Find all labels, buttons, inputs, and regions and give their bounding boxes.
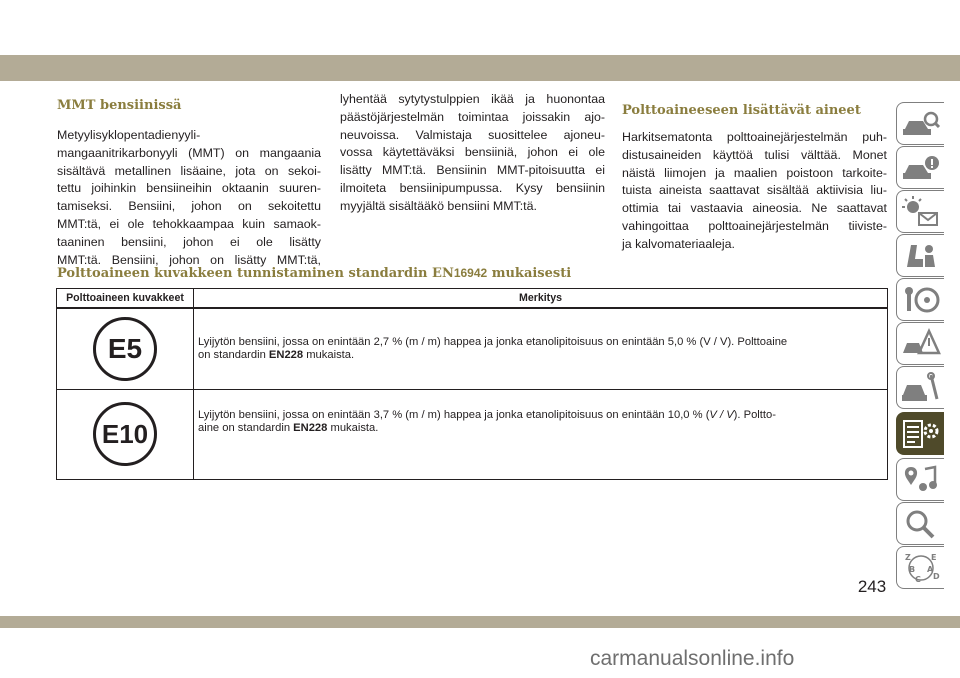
heading-number: 16942 <box>453 266 488 280</box>
meaning-cell <box>194 308 888 389</box>
text-line: Harkitsematonta polttoainejärjestelmän puh- <box>622 130 887 144</box>
tab-car-info[interactable] <box>896 146 944 189</box>
table-row <box>57 308 888 389</box>
tab-car-wrench[interactable] <box>896 366 944 409</box>
music-navigation-icon <box>901 463 941 497</box>
svg-text:C: C <box>914 574 921 584</box>
tab-gear-steering[interactable] <box>896 278 944 321</box>
fuel-icon-table <box>56 288 888 480</box>
standard-code: EN228 <box>268 348 304 361</box>
text-line: sisältävä metallinen lisäaine, jota on sekoi- <box>57 163 321 178</box>
text-line: MMT:tä, ei ole tehokkaampaa kuin samaok- <box>57 216 321 231</box>
text-line: tuista aineista saattavat sisältää aktiivisia liu- <box>622 183 887 198</box>
text-line: ilmoiteta bensiinipumpussa. Kysy bensiinin <box>340 180 605 195</box>
column-header-icons: Polttoaineen kuvakkeet <box>57 289 194 309</box>
text-line: ottimia tai vastaavia aineosia. Ne saattavat <box>622 201 887 216</box>
text-line: ja kalvomateriaaleja. <box>622 236 735 251</box>
svg-text:D: D <box>932 571 940 581</box>
section-heading-mmt: MMT bensiinissä <box>57 98 182 113</box>
text-line: taaninen bensiini, johon ei ole lisätty <box>57 234 321 249</box>
mmt-paragraph <box>57 127 321 269</box>
magnifier-icon <box>901 507 941 541</box>
text-line: vahingoittaa polttoainejärjestelmän tiiviste- <box>622 218 887 233</box>
text-line: tamiseksi. Bensiini, johon on sekoitettu <box>57 199 321 214</box>
text-line: tettu joihinkin bensiineihin oktaanin suuren- <box>57 181 321 196</box>
svg-text:A: A <box>926 564 933 574</box>
svg-text:E: E <box>930 552 936 562</box>
text-line: näistä liimojen ja maalien poistoon tarkoite- <box>622 165 887 180</box>
page-number: 243 <box>857 577 887 596</box>
text-line: Metyylisyklopentadienyyli- <box>57 128 201 142</box>
top-band <box>0 55 960 81</box>
text-line: mangaanitrikarbonyyli (MMT) on mangaania <box>57 145 321 160</box>
light-mail-icon <box>901 195 941 229</box>
heading-text: Polttoaineen kuvakkeen tunnistaminen standardin <box>57 266 433 281</box>
standard-code: EN228 <box>293 421 328 434</box>
gear-shift-steering-icon <box>901 283 941 317</box>
alphabet-index-icon <box>901 551 941 585</box>
meaning-line <box>198 422 877 435</box>
tab-car-warning[interactable] <box>896 322 944 365</box>
unit-italic: V / V <box>709 408 734 421</box>
meaning-cell <box>194 389 888 479</box>
text-line: neuvoissa. Valmistaja suosittelee ajoneu- <box>340 127 605 142</box>
text-line: päästöjärjestelmän toimintaa joissakin ajo- <box>340 109 605 124</box>
meaning-line <box>198 409 877 422</box>
meaning-line <box>198 349 877 362</box>
text: aine on standardin <box>198 421 294 434</box>
section-heading-fuel-icons <box>57 266 571 281</box>
specs-gear-icon <box>901 417 941 451</box>
text: on standardin <box>198 348 269 361</box>
e10-fuel-icon: E10 <box>93 402 157 466</box>
section-heading-additives: Polttoaineeseen lisättävät aineet <box>622 103 861 118</box>
icon-cell <box>57 389 194 479</box>
car-info-icon <box>901 151 941 185</box>
tab-specifications[interactable] <box>896 412 944 455</box>
tab-light-mail[interactable] <box>896 190 944 233</box>
tab-search[interactable] <box>896 502 944 545</box>
meaning-line: Lyijytön bensiini, jossa on enintään 2,7 % (m / m) happea ja jonka etanolipitoisuus on enintään 5,0 % (V / V). Polttoaine <box>198 335 788 348</box>
car-wrench-icon <box>901 371 941 405</box>
tab-music-navigation[interactable] <box>896 458 944 501</box>
car-warning-icon <box>901 327 941 361</box>
e5-fuel-icon: E5 <box>93 317 157 381</box>
svg-text:Z: Z <box>904 552 911 562</box>
text-line: lyhentää sytytystulppien ikää ja huonontaa <box>340 92 605 106</box>
icon-cell <box>57 308 194 389</box>
tab-car-search[interactable] <box>896 102 944 145</box>
watermark: carmanualsonline.info <box>590 647 795 670</box>
text: ). Poltto- <box>733 408 776 421</box>
text: mukaista. <box>327 421 379 434</box>
heading-en: EN <box>432 266 454 281</box>
text-line: distusaineiden käyttöä tulisi välttää. Monet <box>622 147 887 162</box>
svg-text:B: B <box>908 564 915 574</box>
seat-airbag-icon <box>901 239 941 273</box>
text: Lyijytön bensiini, jossa on enintään 3,7 % (m / m) happea ja jonka etanolipitoisuus on enintään 10,0 % ( <box>198 408 710 421</box>
car-search-icon <box>901 107 941 141</box>
text-line: myyjältä sisältääkö bensiini MMT:tä. <box>340 198 537 213</box>
table-row <box>57 389 888 479</box>
column-header-meaning: Merkitys <box>194 289 888 309</box>
text: mukaista. <box>303 348 355 361</box>
tab-index[interactable] <box>896 546 944 589</box>
bottom-band <box>0 616 960 628</box>
heading-text: mukaisesti <box>487 266 572 281</box>
tab-seat-airbag[interactable] <box>896 234 944 277</box>
text-line: lisätty MMT:tä. Bensiinin MMT-pitoisuutta ei <box>340 163 605 178</box>
additives-paragraph <box>622 129 887 254</box>
text-line: vossa käytettäväksi bensiiniä, johon ei ole <box>340 145 605 160</box>
mmt-paragraph-continued <box>340 91 605 216</box>
text-line: MMT:tä. Bensiini, johon on lisätty MMT:tä, <box>57 252 321 267</box>
